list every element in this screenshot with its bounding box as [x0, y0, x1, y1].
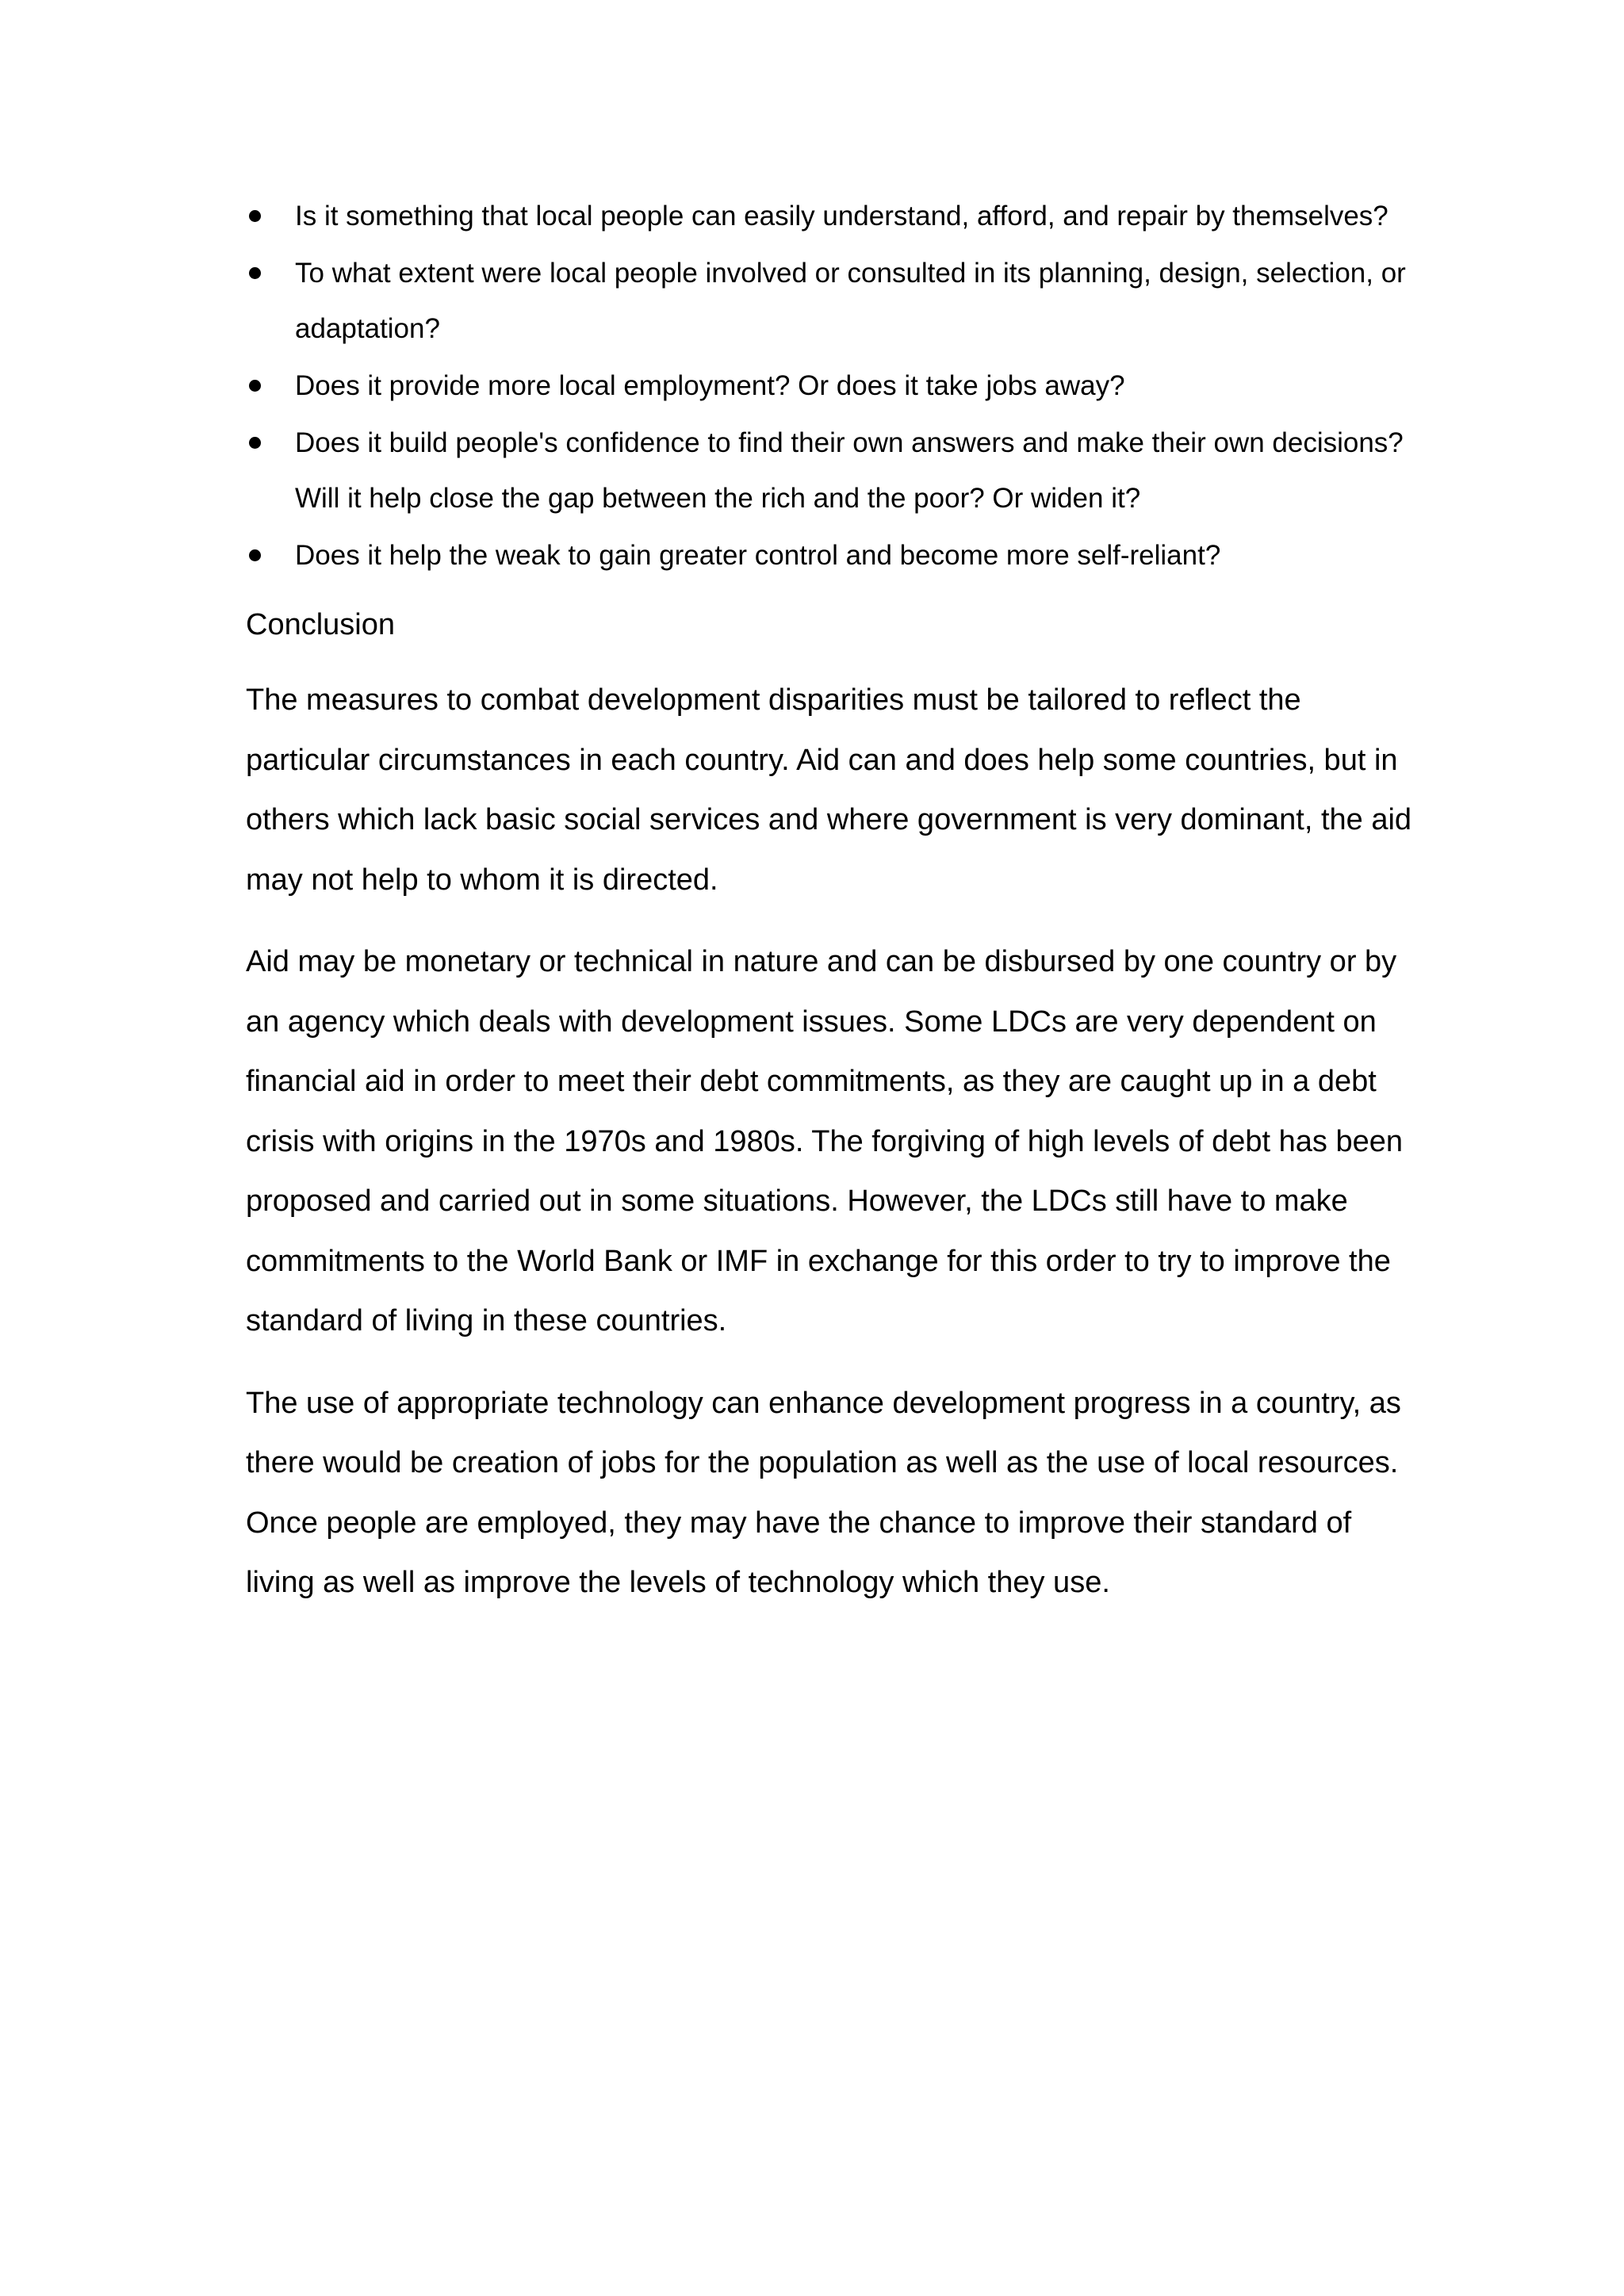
bullet-dot-icon: [249, 549, 261, 561]
bullet-dot-icon: [249, 437, 261, 449]
bullet-text: Does it build people's confidence to find their own answers and make their own decisions? Will it help close the gap between the rich and the poor? Or widen it?: [295, 427, 1404, 514]
section-heading: Conclusion: [246, 608, 395, 641]
bullet-item: [246, 246, 1419, 357]
paragraph: Aid may be monetary or technical in nature and can be disbursed by one country or by an agency which deals with development issues. Some LDCs are very dependent on financial aid in order to meet their debt commitments, as they are caught up in a debt crisis with origins in the 1970s and 1980s. The forgiving of high levels of debt has been proposed and carried out in some situations. However, the LDCs still have to make commitments to the World Bank or IMF in exchange for this order to try to improve the standard of living in these countries.: [246, 945, 1403, 1337]
bullet-dot-icon: [249, 210, 261, 222]
bullet-dot-icon: [249, 380, 261, 392]
bullet-dot-icon: [249, 267, 261, 279]
paragraph: The measures to combat development disparities must be tailored to reflect the particular circumstances in each country. Aid can and does help some countries, but in others which lack basic social services and where government is very dominant, the aid may not help to whom it is directed.: [246, 683, 1412, 897]
page-content: [246, 189, 1419, 1636]
bullet-text: Does it provide more local employment? Or does it take jobs away?: [295, 370, 1125, 401]
bullet-text: Is it something that local people can easily understand, afford, and repair by themselves?: [295, 201, 1388, 232]
paragraph: The use of appropriate technology can enhance development progress in a country, as there would be creation of jobs for the population as well as the use of local resources. Once people are employed, they may have the chance to improve their standard of living as well as improve the levels of technology which they use.: [246, 1386, 1401, 1599]
bullet-item: [246, 528, 1419, 584]
bullet-item: [246, 358, 1419, 414]
bullet-item: [246, 189, 1419, 244]
bullet-item: [246, 415, 1419, 526]
bullet-text: To what extent were local people involved or consulted in its planning, design, selection, or adaptation?: [295, 258, 1406, 344]
bullet-text: Does it help the weak to gain greater control and become more self-reliant?: [295, 540, 1221, 571]
bullet-list: [246, 189, 1419, 584]
